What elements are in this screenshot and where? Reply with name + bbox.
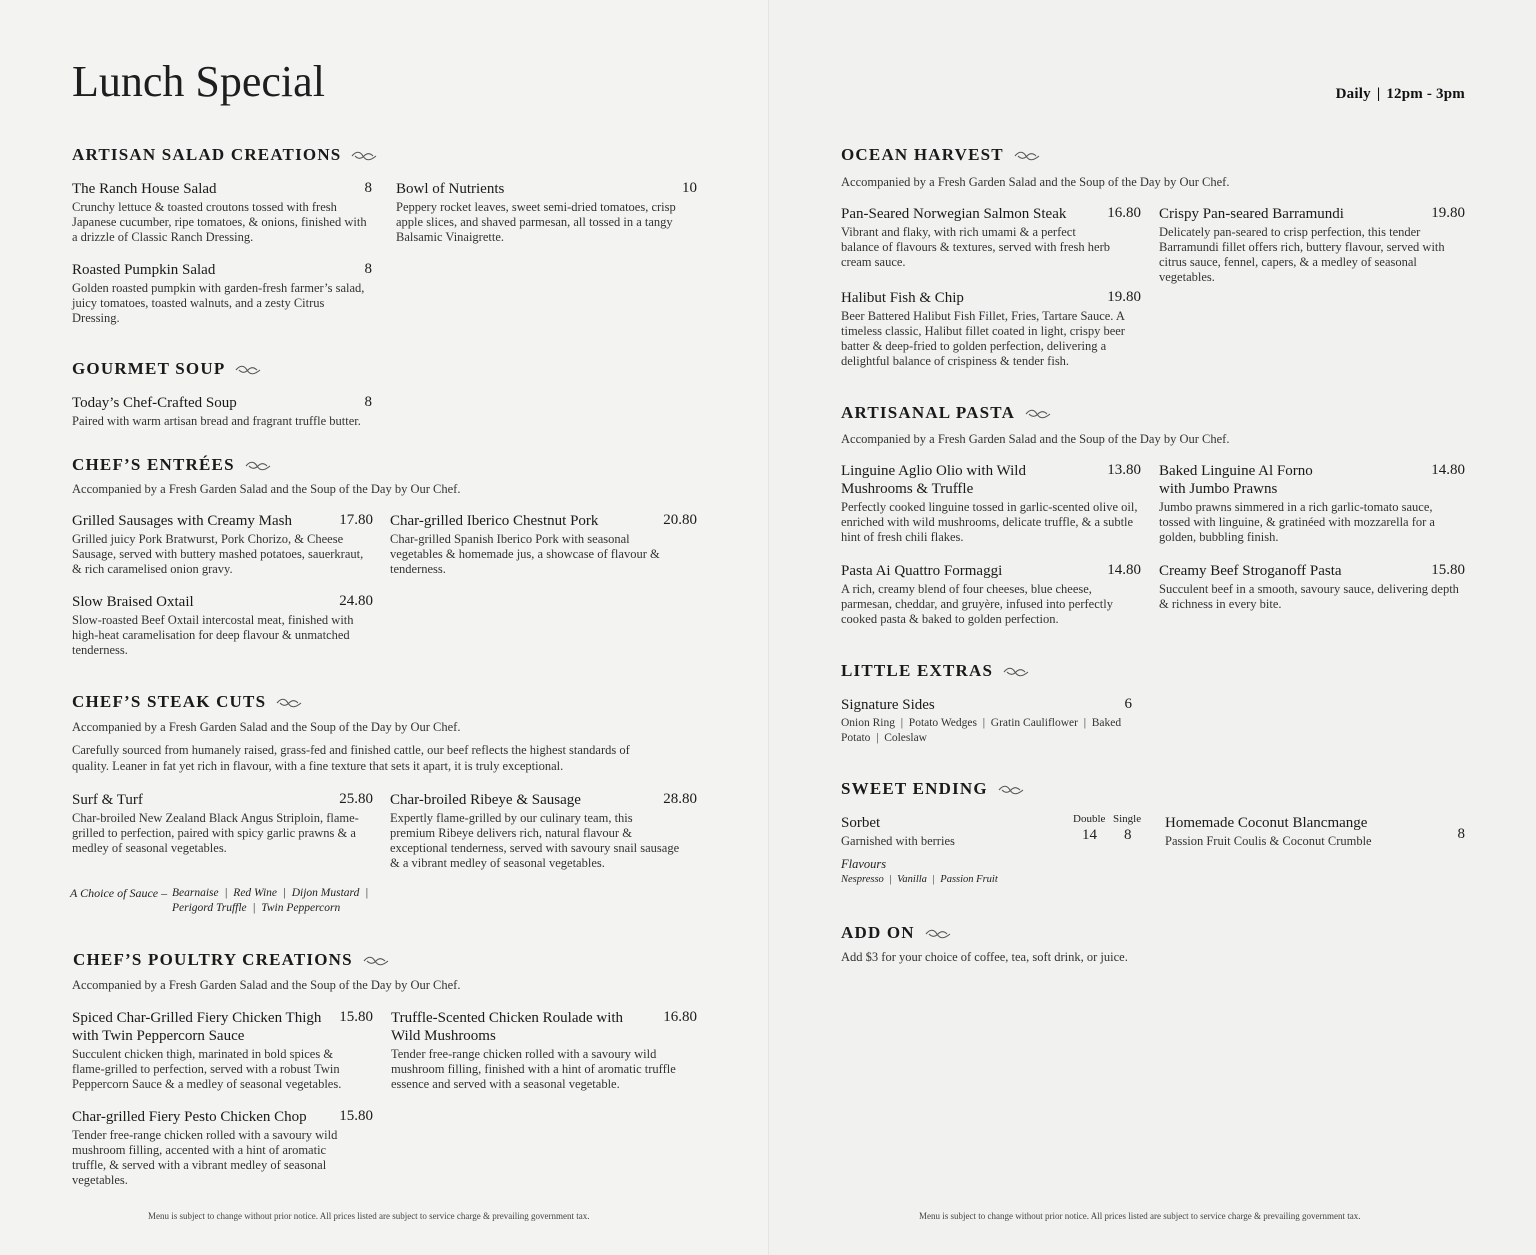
flourish-icon xyxy=(276,693,302,713)
item-price: 14.80 xyxy=(1107,562,1141,578)
item-name: Today’s Chef-Crafted Soup xyxy=(72,395,237,411)
item-price: 16.80 xyxy=(1107,205,1141,221)
item-name: The Ranch House Salad xyxy=(72,181,217,197)
menu-item-aglio-olio xyxy=(841,462,1141,545)
hours-day: Daily xyxy=(1335,86,1371,102)
item-price: 16.80 xyxy=(663,1009,697,1025)
item-price: 25.80 xyxy=(339,791,373,807)
flourish-icon xyxy=(245,456,271,476)
sauce-label: A Choice of Sauce – xyxy=(70,886,168,900)
item-description: Delicately pan-seared to crisp perfection, this tender Barramundi fillet offers rich, buttery flavour, served with citrus sauce, fennel, capers, & a medley of seasonal vegetables. xyxy=(1159,225,1445,284)
menu-item-ranch-salad xyxy=(72,180,372,245)
section-title-ocean xyxy=(841,145,1040,166)
flourish-icon xyxy=(351,146,377,166)
menu-item-chicken-roulade xyxy=(391,1009,697,1092)
item-price: 28.80 xyxy=(663,791,697,807)
item-price: 15.80 xyxy=(339,1108,373,1124)
item-name: Creamy Beef Stroganoff Pasta xyxy=(1159,563,1342,579)
menu-item-halibut xyxy=(841,289,1141,369)
item-price: 8 xyxy=(364,394,372,410)
section-title-text: ADD ON xyxy=(841,923,915,942)
section-title-soup xyxy=(72,359,261,380)
item-price: 19.80 xyxy=(1107,289,1141,305)
item-name: Slow Braised Oxtail xyxy=(72,594,194,610)
menu-item-grilled-sausages xyxy=(72,512,373,577)
section-title-pasta xyxy=(841,403,1051,424)
section-title-text: CHEF’S STEAK CUTS xyxy=(72,692,267,711)
item-description: Crunchy lettuce & toasted croutons tossed with fresh Japanese cucumber, ripe tomatoes, & onions, finished with a drizzle of Classic Ranch Dressing. xyxy=(72,200,367,244)
section-title-salad xyxy=(72,145,377,166)
menu-item-quattro-formaggi xyxy=(841,562,1141,627)
item-description: Jumbo prawns simmered in a rich garlic-tomato sauce, tossed with linguine, & gratinéed with mozzarella for a golden, bubbling finish. xyxy=(1159,500,1435,544)
sauce-options-line1: Bearnaise | Red Wine | Dijon Mustard | xyxy=(172,887,369,899)
accompaniment-note: Accompanied by a Fresh Garden Salad and the Soup of the Day by Our Chef. xyxy=(841,175,1230,189)
hours-time: 12pm - 3pm xyxy=(1386,86,1465,102)
item-description: Beer Battered Halibut Fish Fillet, Fries, Tartare Sauce. A timeless classic, Halibut fillet coated in light, crispy beer batter & deep-fried to golden perfection, delivering a delightful balance of crispiness & tender fish. xyxy=(841,309,1125,368)
item-name: Char-broiled Ribeye & Sausage xyxy=(390,792,581,808)
sorbet-flavours: Nespresso | Vanilla | Passion Fruit xyxy=(841,874,998,885)
item-description: Passion Fruit Coulis & Coconut Crumble xyxy=(1165,834,1372,848)
sorbet-single-price: 8 xyxy=(1124,827,1132,843)
item-price: 8 xyxy=(364,261,372,277)
item-name: Spiced Char-Grilled Fiery Chicken Thigh with Twin Peppercorn Sauce xyxy=(72,1010,322,1044)
item-description: A rich, creamy blend of four cheeses, blue cheese, parmesan, cheddar, and gruyère, infused into perfectly cooked pasta & baked to golden perfection. xyxy=(841,582,1113,626)
flourish-icon xyxy=(235,360,261,380)
section-title-text: LITTLE EXTRAS xyxy=(841,661,994,680)
addon-description: Add $3 for your choice of coffee, tea, soft drink, or juice. xyxy=(841,950,1128,964)
item-price: 19.80 xyxy=(1431,205,1465,221)
item-price: 15.80 xyxy=(1431,562,1465,578)
item-description: Vibrant and flaky, with rich umami & a perfect balance of flavours & textures, served with fresh herb cream sauce. xyxy=(841,225,1111,269)
section-title-entrees xyxy=(72,455,271,476)
sorbet-double-price: 14 xyxy=(1082,827,1097,843)
sorbet-flavours-label: Flavours xyxy=(841,857,887,871)
item-name: Truffle-Scented Chicken Roulade with Wild Mushrooms xyxy=(391,1010,624,1044)
flourish-icon xyxy=(1014,146,1040,166)
item-price: 24.80 xyxy=(339,593,373,609)
accompaniment-note: Accompanied by a Fresh Garden Salad and the Soup of the Day by Our Chef. xyxy=(841,432,1230,446)
hours-separator: | xyxy=(1376,86,1381,102)
item-price: 15.80 xyxy=(339,1009,373,1025)
item-name: Homemade Coconut Blancmange xyxy=(1165,815,1368,831)
menu-item-pumpkin-salad xyxy=(72,261,372,326)
item-price: 14.80 xyxy=(1431,462,1465,478)
section-title-text: ARTISAN SALAD CREATIONS xyxy=(72,145,342,164)
section-title-addon xyxy=(841,923,951,944)
flourish-icon xyxy=(1025,404,1051,424)
item-description: Grilled juicy Pork Bratwurst, Pork Chorizo, & Cheese Sausage, served with buttery mashed potatoes, sauerkraut, & rich caramelised onion gravy. xyxy=(72,532,364,576)
menu-item-coconut-blancmange xyxy=(1165,814,1465,849)
menu-item-bowl-of-nutrients xyxy=(396,180,697,245)
sorbet-single-label: Single xyxy=(1113,813,1142,825)
item-description: Golden roasted pumpkin with garden-fresh farmer’s salad, juicy tomatoes, toasted walnuts, and a zesty Citrus Dressing. xyxy=(72,281,365,325)
item-name: Grilled Sausages with Creamy Mash xyxy=(72,513,292,529)
item-price: 17.80 xyxy=(339,512,373,528)
item-description: Tender free-range chicken rolled with a savoury wild mushroom filling, accented with a hint of aromatic truffle, & served with a vibrant medley of seasonal vegetables. xyxy=(72,1128,338,1187)
section-title-text: CHEF’S POULTRY CREATIONS xyxy=(73,950,353,969)
menu-item-linguine-al-forno xyxy=(1159,462,1465,545)
footer-disclaimer: Menu is subject to change without prior notice. All prices listed are subject to service charge & prevailing government tax. xyxy=(919,1211,1361,1221)
section-title-steak xyxy=(72,692,302,713)
item-description: Perfectly cooked linguine tossed in garlic-scented olive oil, enriched with wild mushrooms, delicate truffle, & a subtle hint of fresh chili flakes. xyxy=(841,500,1138,544)
steak-intro: Carefully sourced from humanely raised, grass-fed and finished cattle, our beef reflects the highest standards of quality. Leaner in fat yet rich in flavour, with a fine texture that sets it apart, it is truly exceptional. xyxy=(72,743,630,773)
sorbet-description: Garnished with berries xyxy=(841,834,955,848)
menu-item-barramundi xyxy=(1159,205,1465,285)
menu-item-beef-stroganoff xyxy=(1159,562,1465,612)
accompaniment-note: Accompanied by a Fresh Garden Salad and the Soup of the Day by Our Chef. xyxy=(72,978,461,992)
item-name: Halibut Fish & Chip xyxy=(841,290,964,306)
section-title-text: ARTISANAL PASTA xyxy=(841,403,1016,422)
item-price: 20.80 xyxy=(663,512,697,528)
menu-item-iberico-pork xyxy=(390,512,697,577)
item-name: Signature Sides xyxy=(841,697,935,713)
section-title-text: GOURMET SOUP xyxy=(72,359,226,378)
page-title: Lunch Special xyxy=(72,57,325,106)
item-description: Paired with warm artisan bread and fragrant truffle butter. xyxy=(72,414,361,428)
item-description: Slow-roasted Beef Oxtail intercostal meat, finished with high-heat caramelisation for deep flavour & unmatched tenderness. xyxy=(72,613,354,657)
accompaniment-note: Accompanied by a Fresh Garden Salad and the Soup of the Day by Our Chef. xyxy=(72,482,461,496)
sorbet-name: Sorbet xyxy=(841,815,881,831)
item-description: Tender free-range chicken rolled with a savoury wild mushroom filling, finished with a hint of aromatic truffle essence and served with a seasonal vegetable. xyxy=(391,1047,676,1091)
item-description: Succulent chicken thigh, marinated in bold spices & flame-grilled to perfection, served with a robust Twin Peppercorn Sauce & a medley of seasonal vegetables. xyxy=(72,1047,342,1091)
item-description: Onion Ring | Potato Wedges | Gratin Cauliflower | Baked Potato | Coleslaw xyxy=(841,717,1125,744)
sorbet-double-label: Double xyxy=(1073,813,1106,825)
section-title-poultry xyxy=(73,950,389,971)
sauce-options-line2: Perigord Truffle | Twin Peppercorn xyxy=(172,902,341,914)
item-name: Pan-Seared Norwegian Salmon Steak xyxy=(841,206,1067,222)
item-name: Baked Linguine Al Forno with Jumbo Prawns xyxy=(1159,463,1313,497)
item-price: 10 xyxy=(682,180,697,196)
item-price: 13.80 xyxy=(1107,462,1141,478)
item-description: Expertly flame-grilled by our culinary team, this premium Ribeye delivers rich, natural flavour & exceptional tenderness, served with savoury snail sausage & a vibrant medley of seasonal vegetables. xyxy=(390,811,680,870)
right-page xyxy=(768,0,1536,1255)
item-name: Crispy Pan-seared Barramundi xyxy=(1159,206,1344,222)
item-name: Char-grilled Iberico Chestnut Pork xyxy=(390,513,599,529)
item-description: Char-broiled New Zealand Black Angus Striploin, flame-grilled to perfection, paired with spicy garlic prawns & a medley of seasonal vegetables. xyxy=(72,811,359,855)
menu-item-pesto-chicken-chop xyxy=(72,1108,373,1188)
menu-item-signature-sides xyxy=(841,696,1132,746)
section-title-text: SWEET ENDING xyxy=(841,779,988,798)
hours xyxy=(1336,86,1465,103)
flourish-icon xyxy=(998,780,1024,800)
item-description: Succulent beef in a smooth, savoury sauce, delivering depth & richness in every bite. xyxy=(1159,582,1459,611)
item-name: Bowl of Nutrients xyxy=(396,181,505,197)
section-title-extras xyxy=(841,661,1029,682)
item-name: Char-grilled Fiery Pesto Chicken Chop xyxy=(72,1109,307,1125)
menu-item-soup xyxy=(72,394,372,429)
menu-item-fiery-chicken-thigh xyxy=(72,1009,373,1092)
item-description: Char-grilled Spanish Iberico Pork with seasonal vegetables & homemade jus, a showcase of flavour & tenderness. xyxy=(390,532,660,576)
item-price: 8 xyxy=(1457,826,1465,842)
menu-item-salmon-steak xyxy=(841,205,1141,270)
menu-item-surf-turf xyxy=(72,791,373,856)
flourish-icon xyxy=(925,924,951,944)
flourish-icon xyxy=(1003,662,1029,682)
section-title-text: CHEF’S ENTRÉES xyxy=(72,455,235,474)
item-price: 6 xyxy=(1124,696,1132,712)
footer-disclaimer: Menu is subject to change without prior notice. All prices listed are subject to service charge & prevailing government tax. xyxy=(148,1211,590,1221)
menu-item-ribeye-sausage xyxy=(390,791,697,871)
item-name: Pasta Ai Quattro Formaggi xyxy=(841,563,1003,579)
item-name: Roasted Pumpkin Salad xyxy=(72,262,216,278)
item-name: Surf & Turf xyxy=(72,792,143,808)
section-title-text: OCEAN HARVEST xyxy=(841,145,1004,164)
accompaniment-note: Accompanied by a Fresh Garden Salad and the Soup of the Day by Our Chef. xyxy=(72,720,461,734)
menu-item-oxtail xyxy=(72,593,373,658)
flourish-icon xyxy=(363,951,389,971)
item-description: Peppery rocket leaves, sweet semi-dried tomatoes, crisp apple slices, and shaved parmesan, all tossed in a tangy Balsamic Vinaigrette. xyxy=(396,200,676,244)
item-price: 8 xyxy=(364,180,372,196)
item-name: Linguine Aglio Olio with Wild Mushrooms & Truffle xyxy=(841,463,1026,497)
section-title-sweet xyxy=(841,779,1024,800)
